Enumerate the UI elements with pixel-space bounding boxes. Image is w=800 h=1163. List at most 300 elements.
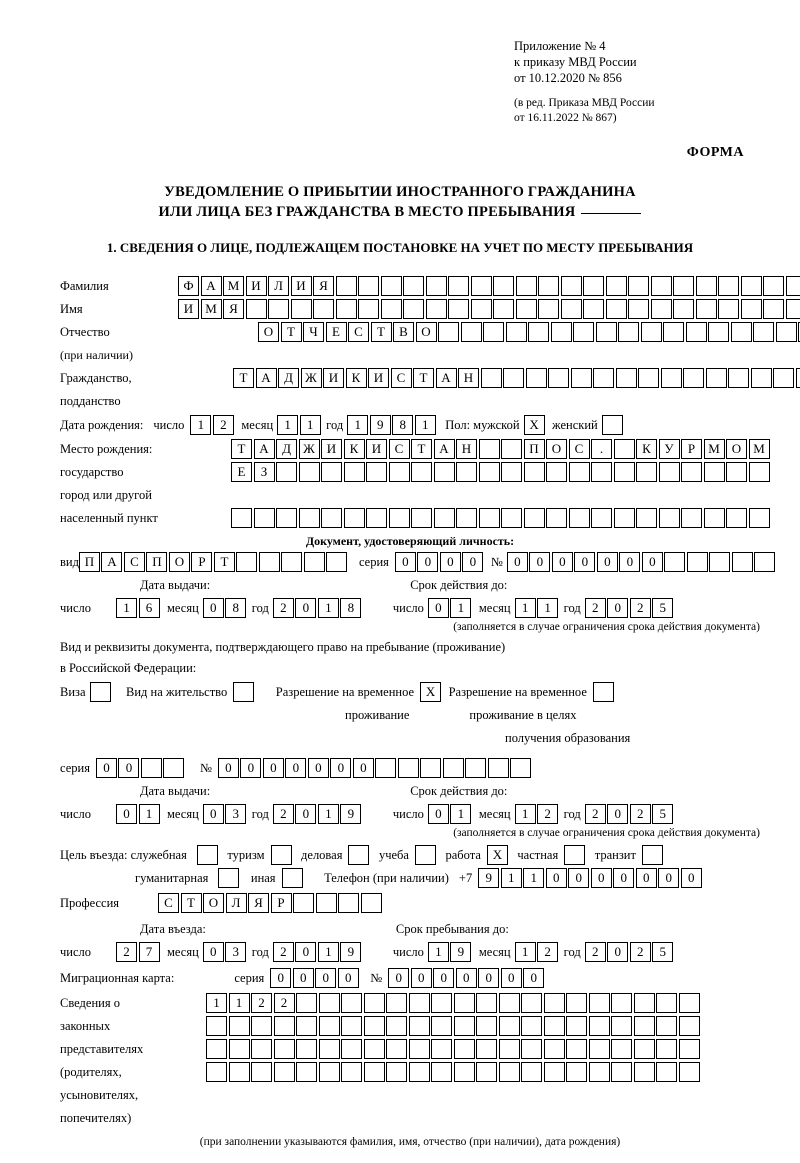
char-cell[interactable]	[602, 415, 623, 435]
char-cell[interactable]	[763, 299, 784, 319]
char-cell[interactable]	[686, 322, 707, 342]
char-cell[interactable]: 0	[597, 552, 618, 572]
char-cell[interactable]	[293, 893, 314, 913]
doc-number-input[interactable]	[507, 552, 777, 572]
char-cell[interactable]: 8	[392, 415, 413, 435]
char-cell[interactable]	[696, 299, 717, 319]
char-cell[interactable]	[254, 508, 275, 528]
char-cell[interactable]	[316, 893, 337, 913]
char-cell[interactable]	[611, 993, 632, 1013]
char-cell[interactable]	[651, 276, 672, 296]
permit-issue-month-input[interactable]	[203, 804, 248, 824]
char-cell[interactable]	[476, 1016, 497, 1036]
char-cell[interactable]	[731, 322, 752, 342]
char-cell[interactable]	[434, 462, 455, 482]
phone-input[interactable]	[478, 868, 703, 888]
char-cell[interactable]: 0	[456, 968, 477, 988]
char-cell[interactable]	[448, 299, 469, 319]
char-cell[interactable]	[364, 993, 385, 1013]
char-cell[interactable]	[521, 1062, 542, 1082]
char-cell[interactable]: 2	[585, 804, 606, 824]
char-cell[interactable]	[231, 508, 252, 528]
char-cell[interactable]	[454, 1062, 475, 1082]
char-cell[interactable]	[583, 299, 604, 319]
char-cell[interactable]: Р	[681, 439, 702, 459]
purpose-humanitarian-checkbox[interactable]	[218, 868, 241, 888]
char-cell[interactable]	[274, 1016, 295, 1036]
char-cell[interactable]	[606, 299, 627, 319]
char-cell[interactable]	[661, 368, 682, 388]
char-cell[interactable]: 1	[318, 942, 339, 962]
doc-kind-input[interactable]	[79, 552, 349, 572]
char-cell[interactable]	[591, 462, 612, 482]
char-cell[interactable]: И	[368, 368, 389, 388]
char-cell[interactable]: .	[591, 439, 612, 459]
birth-place-input-3[interactable]	[231, 508, 771, 528]
char-cell[interactable]	[251, 1039, 272, 1059]
char-cell[interactable]	[566, 1016, 587, 1036]
char-cell[interactable]: 9	[370, 415, 391, 435]
sex-male-checkbox[interactable]	[524, 415, 547, 435]
char-cell[interactable]: А	[201, 276, 222, 296]
char-cell[interactable]	[561, 276, 582, 296]
char-cell[interactable]	[141, 758, 162, 778]
char-cell[interactable]: 0	[607, 804, 628, 824]
char-cell[interactable]	[516, 299, 537, 319]
permit-series-input[interactable]	[96, 758, 186, 778]
char-cell[interactable]: 0	[285, 758, 306, 778]
birth-place-input-2[interactable]	[231, 462, 771, 482]
char-cell[interactable]: 2	[273, 598, 294, 618]
char-cell[interactable]	[638, 368, 659, 388]
char-cell[interactable]	[296, 993, 317, 1013]
char-cell[interactable]	[773, 368, 794, 388]
doc-valid-day-input[interactable]	[428, 598, 473, 618]
char-cell[interactable]	[296, 1016, 317, 1036]
char-cell[interactable]: И	[323, 368, 344, 388]
char-cell[interactable]: К	[636, 439, 657, 459]
char-cell[interactable]	[336, 276, 357, 296]
char-cell[interactable]: О	[416, 322, 437, 342]
char-cell[interactable]	[471, 276, 492, 296]
char-cell[interactable]	[409, 993, 430, 1013]
purpose-study-checkbox[interactable]	[415, 845, 438, 865]
char-cell[interactable]	[681, 462, 702, 482]
char-cell[interactable]	[246, 299, 267, 319]
char-cell[interactable]	[411, 462, 432, 482]
char-cell[interactable]	[259, 552, 280, 572]
char-cell[interactable]	[659, 462, 680, 482]
char-cell[interactable]	[709, 552, 730, 572]
char-cell[interactable]	[479, 462, 500, 482]
char-cell[interactable]	[566, 1062, 587, 1082]
doc-issue-day-input[interactable]	[116, 598, 161, 618]
char-cell[interactable]	[706, 368, 727, 388]
char-cell[interactable]: 1	[116, 598, 137, 618]
char-cell[interactable]	[326, 552, 347, 572]
char-cell[interactable]: С	[389, 439, 410, 459]
birth-month-input[interactable]	[277, 415, 322, 435]
char-cell[interactable]: 0	[116, 804, 137, 824]
char-cell[interactable]: 1	[515, 804, 536, 824]
char-cell[interactable]: 5	[652, 942, 673, 962]
char-cell[interactable]: 2	[251, 993, 272, 1013]
char-cell[interactable]	[544, 1039, 565, 1059]
char-cell[interactable]: 0	[270, 968, 291, 988]
char-cell[interactable]	[233, 682, 254, 702]
char-cell[interactable]	[426, 299, 447, 319]
char-cell[interactable]: 1	[537, 598, 558, 618]
char-cell[interactable]: 9	[478, 868, 499, 888]
char-cell[interactable]	[364, 1016, 385, 1036]
char-cell[interactable]	[274, 1062, 295, 1082]
char-cell[interactable]: С	[569, 439, 590, 459]
char-cell[interactable]	[409, 1062, 430, 1082]
char-cell[interactable]	[163, 758, 184, 778]
char-cell[interactable]	[546, 508, 567, 528]
permit-valid-month-input[interactable]	[515, 804, 560, 824]
char-cell[interactable]	[548, 368, 569, 388]
char-cell[interactable]: 2	[585, 598, 606, 618]
char-cell[interactable]: 1	[523, 868, 544, 888]
char-cell[interactable]	[561, 299, 582, 319]
char-cell[interactable]	[341, 1016, 362, 1036]
char-cell[interactable]	[544, 1062, 565, 1082]
char-cell[interactable]	[386, 1062, 407, 1082]
char-cell[interactable]	[251, 1016, 272, 1036]
char-cell[interactable]: 0	[523, 968, 544, 988]
char-cell[interactable]: 0	[218, 758, 239, 778]
char-cell[interactable]	[641, 322, 662, 342]
char-cell[interactable]	[704, 508, 725, 528]
char-cell[interactable]	[454, 1016, 475, 1036]
char-cell[interactable]	[614, 439, 635, 459]
char-cell[interactable]: 1	[300, 415, 321, 435]
char-cell[interactable]	[197, 845, 218, 865]
char-cell[interactable]	[271, 845, 292, 865]
char-cell[interactable]: 0	[607, 942, 628, 962]
char-cell[interactable]	[728, 368, 749, 388]
mig-number-input[interactable]	[388, 968, 546, 988]
char-cell[interactable]: 0	[338, 968, 359, 988]
sex-female-checkbox[interactable]	[602, 415, 625, 435]
char-cell[interactable]: 0	[501, 968, 522, 988]
char-cell[interactable]	[642, 845, 663, 865]
char-cell[interactable]	[749, 508, 770, 528]
char-cell[interactable]: 1	[515, 942, 536, 962]
char-cell[interactable]	[319, 993, 340, 1013]
doc-valid-year-input[interactable]	[585, 598, 675, 618]
char-cell[interactable]	[506, 322, 527, 342]
char-cell[interactable]	[218, 868, 239, 888]
char-cell[interactable]: 2	[213, 415, 234, 435]
char-cell[interactable]: 2	[630, 598, 651, 618]
char-cell[interactable]	[236, 552, 257, 572]
char-cell[interactable]	[476, 1062, 497, 1082]
char-cell[interactable]: 0	[308, 758, 329, 778]
char-cell[interactable]	[313, 299, 334, 319]
char-cell[interactable]	[386, 1039, 407, 1059]
char-cell[interactable]	[488, 758, 509, 778]
char-cell[interactable]	[569, 462, 590, 482]
char-cell[interactable]	[656, 993, 677, 1013]
doc-issue-year-input[interactable]	[273, 598, 363, 618]
char-cell[interactable]: И	[291, 276, 312, 296]
char-cell[interactable]: Т	[281, 322, 302, 342]
char-cell[interactable]	[664, 552, 685, 572]
char-cell[interactable]: X	[524, 415, 545, 435]
char-cell[interactable]: 1	[501, 868, 522, 888]
char-cell[interactable]	[611, 1062, 632, 1082]
char-cell[interactable]: Т	[181, 893, 202, 913]
char-cell[interactable]: С	[124, 552, 145, 572]
char-cell[interactable]: П	[524, 439, 545, 459]
char-cell[interactable]: Т	[371, 322, 392, 342]
char-cell[interactable]	[358, 299, 379, 319]
char-cell[interactable]: Р	[191, 552, 212, 572]
birth-place-input-1[interactable]	[231, 439, 771, 459]
char-cell[interactable]	[776, 322, 797, 342]
char-cell[interactable]: М	[223, 276, 244, 296]
char-cell[interactable]	[434, 508, 455, 528]
char-cell[interactable]: 7	[139, 942, 160, 962]
char-cell[interactable]	[741, 299, 762, 319]
char-cell[interactable]	[431, 1016, 452, 1036]
char-cell[interactable]	[569, 508, 590, 528]
char-cell[interactable]: Т	[233, 368, 254, 388]
char-cell[interactable]	[583, 276, 604, 296]
char-cell[interactable]	[726, 462, 747, 482]
char-cell[interactable]	[276, 462, 297, 482]
char-cell[interactable]	[251, 1062, 272, 1082]
char-cell[interactable]	[732, 552, 753, 572]
char-cell[interactable]: 1	[229, 993, 250, 1013]
char-cell[interactable]: 9	[340, 942, 361, 962]
char-cell[interactable]: 0	[568, 868, 589, 888]
char-cell[interactable]	[786, 276, 800, 296]
char-cell[interactable]	[634, 1062, 655, 1082]
purpose-service-checkbox[interactable]	[197, 845, 220, 865]
char-cell[interactable]: 0	[574, 552, 595, 572]
char-cell[interactable]: Т	[231, 439, 252, 459]
char-cell[interactable]: 1	[515, 598, 536, 618]
char-cell[interactable]: У	[659, 439, 680, 459]
char-cell[interactable]	[679, 993, 700, 1013]
char-cell[interactable]	[636, 508, 657, 528]
char-cell[interactable]: Ч	[303, 322, 324, 342]
char-cell[interactable]	[268, 299, 289, 319]
char-cell[interactable]	[524, 462, 545, 482]
char-cell[interactable]	[683, 368, 704, 388]
char-cell[interactable]: 0	[591, 868, 612, 888]
char-cell[interactable]	[499, 1039, 520, 1059]
char-cell[interactable]: 1	[450, 598, 471, 618]
char-cell[interactable]	[501, 462, 522, 482]
char-cell[interactable]	[296, 1039, 317, 1059]
char-cell[interactable]: А	[434, 439, 455, 459]
char-cell[interactable]: А	[101, 552, 122, 572]
char-cell[interactable]: 0	[478, 968, 499, 988]
char-cell[interactable]	[503, 368, 524, 388]
char-cell[interactable]: 0	[293, 968, 314, 988]
legal-rep-input-1[interactable]	[206, 993, 701, 1013]
char-cell[interactable]	[341, 1039, 362, 1059]
permit-issue-year-input[interactable]	[273, 804, 363, 824]
permit-valid-year-input[interactable]	[585, 804, 675, 824]
char-cell[interactable]	[656, 1016, 677, 1036]
char-cell[interactable]	[593, 368, 614, 388]
char-cell[interactable]: Ж	[299, 439, 320, 459]
char-cell[interactable]: 1	[318, 598, 339, 618]
char-cell[interactable]: 0	[411, 968, 432, 988]
char-cell[interactable]	[521, 993, 542, 1013]
doc-series-input[interactable]	[395, 552, 485, 572]
char-cell[interactable]	[358, 276, 379, 296]
char-cell[interactable]: 0	[203, 804, 224, 824]
char-cell[interactable]	[679, 1039, 700, 1059]
char-cell[interactable]: 0	[658, 868, 679, 888]
char-cell[interactable]: 0	[546, 868, 567, 888]
char-cell[interactable]: 0	[619, 552, 640, 572]
char-cell[interactable]: 0	[681, 868, 702, 888]
char-cell[interactable]: Л	[268, 276, 289, 296]
char-cell[interactable]	[521, 1016, 542, 1036]
char-cell[interactable]: А	[436, 368, 457, 388]
char-cell[interactable]	[687, 552, 708, 572]
char-cell[interactable]: 0	[428, 598, 449, 618]
surname-input[interactable]	[178, 276, 800, 296]
purpose-private-checkbox[interactable]	[564, 845, 587, 865]
char-cell[interactable]: Т	[411, 439, 432, 459]
purpose-other-checkbox[interactable]	[282, 868, 305, 888]
char-cell[interactable]	[341, 1062, 362, 1082]
char-cell[interactable]	[411, 508, 432, 528]
char-cell[interactable]	[409, 1016, 430, 1036]
char-cell[interactable]	[618, 322, 639, 342]
char-cell[interactable]	[479, 439, 500, 459]
char-cell[interactable]: 9	[450, 942, 471, 962]
char-cell[interactable]: 2	[537, 942, 558, 962]
char-cell[interactable]: Р	[271, 893, 292, 913]
char-cell[interactable]: И	[366, 439, 387, 459]
char-cell[interactable]: 3	[225, 942, 246, 962]
char-cell[interactable]	[206, 1039, 227, 1059]
char-cell[interactable]: О	[546, 439, 567, 459]
char-cell[interactable]: 8	[225, 598, 246, 618]
entry-day-input[interactable]	[116, 942, 161, 962]
permit-issue-day-input[interactable]	[116, 804, 161, 824]
char-cell[interactable]	[403, 276, 424, 296]
temp-residence-checkbox[interactable]	[420, 682, 443, 702]
char-cell[interactable]	[398, 758, 419, 778]
char-cell[interactable]	[431, 1062, 452, 1082]
char-cell[interactable]	[499, 1062, 520, 1082]
char-cell[interactable]: 0	[388, 968, 409, 988]
char-cell[interactable]	[524, 508, 545, 528]
char-cell[interactable]: Н	[456, 439, 477, 459]
char-cell[interactable]: Ж	[301, 368, 322, 388]
char-cell[interactable]: 1	[428, 942, 449, 962]
char-cell[interactable]: З	[254, 462, 275, 482]
char-cell[interactable]	[796, 368, 800, 388]
char-cell[interactable]: 0	[636, 868, 657, 888]
char-cell[interactable]: 1	[277, 415, 298, 435]
char-cell[interactable]: С	[348, 322, 369, 342]
char-cell[interactable]: 0	[295, 942, 316, 962]
char-cell[interactable]: 6	[139, 598, 160, 618]
char-cell[interactable]	[501, 508, 522, 528]
char-cell[interactable]	[276, 508, 297, 528]
char-cell[interactable]	[483, 322, 504, 342]
char-cell[interactable]	[493, 276, 514, 296]
char-cell[interactable]: И	[246, 276, 267, 296]
char-cell[interactable]: А	[254, 439, 275, 459]
char-cell[interactable]: 0	[552, 552, 573, 572]
legal-rep-input-4[interactable]	[206, 1062, 701, 1082]
char-cell[interactable]	[753, 322, 774, 342]
char-cell[interactable]	[718, 299, 739, 319]
char-cell[interactable]	[321, 462, 342, 482]
char-cell[interactable]	[589, 993, 610, 1013]
char-cell[interactable]: 0	[295, 804, 316, 824]
char-cell[interactable]	[448, 276, 469, 296]
char-cell[interactable]	[389, 508, 410, 528]
char-cell[interactable]	[299, 462, 320, 482]
char-cell[interactable]: О	[258, 322, 279, 342]
char-cell[interactable]	[663, 322, 684, 342]
birth-day-input[interactable]	[190, 415, 235, 435]
char-cell[interactable]	[381, 276, 402, 296]
permit-valid-day-input[interactable]	[428, 804, 473, 824]
char-cell[interactable]: Я	[223, 299, 244, 319]
char-cell[interactable]	[636, 462, 657, 482]
char-cell[interactable]	[291, 299, 312, 319]
char-cell[interactable]	[589, 1016, 610, 1036]
char-cell[interactable]	[573, 322, 594, 342]
char-cell[interactable]	[476, 993, 497, 1013]
char-cell[interactable]	[282, 868, 303, 888]
purpose-tourism-checkbox[interactable]	[271, 845, 294, 865]
char-cell[interactable]	[229, 1062, 250, 1082]
char-cell[interactable]: 0	[96, 758, 117, 778]
char-cell[interactable]	[528, 322, 549, 342]
char-cell[interactable]: 2	[273, 804, 294, 824]
char-cell[interactable]	[493, 299, 514, 319]
char-cell[interactable]: 0	[395, 552, 416, 572]
char-cell[interactable]	[461, 322, 482, 342]
char-cell[interactable]	[704, 462, 725, 482]
birth-year-input[interactable]	[347, 415, 437, 435]
entry-year-input[interactable]	[273, 942, 363, 962]
char-cell[interactable]: 0	[440, 552, 461, 572]
char-cell[interactable]	[593, 682, 614, 702]
char-cell[interactable]: X	[487, 845, 508, 865]
char-cell[interactable]	[319, 1039, 340, 1059]
char-cell[interactable]	[564, 845, 585, 865]
char-cell[interactable]	[544, 993, 565, 1013]
char-cell[interactable]: 2	[630, 942, 651, 962]
char-cell[interactable]	[389, 462, 410, 482]
char-cell[interactable]	[471, 299, 492, 319]
char-cell[interactable]	[364, 1039, 385, 1059]
char-cell[interactable]: 1	[450, 804, 471, 824]
char-cell[interactable]: Л	[226, 893, 247, 913]
char-cell[interactable]: 0	[330, 758, 351, 778]
char-cell[interactable]	[344, 462, 365, 482]
char-cell[interactable]: К	[346, 368, 367, 388]
stay-month-input[interactable]	[515, 942, 560, 962]
char-cell[interactable]: 0	[507, 552, 528, 572]
